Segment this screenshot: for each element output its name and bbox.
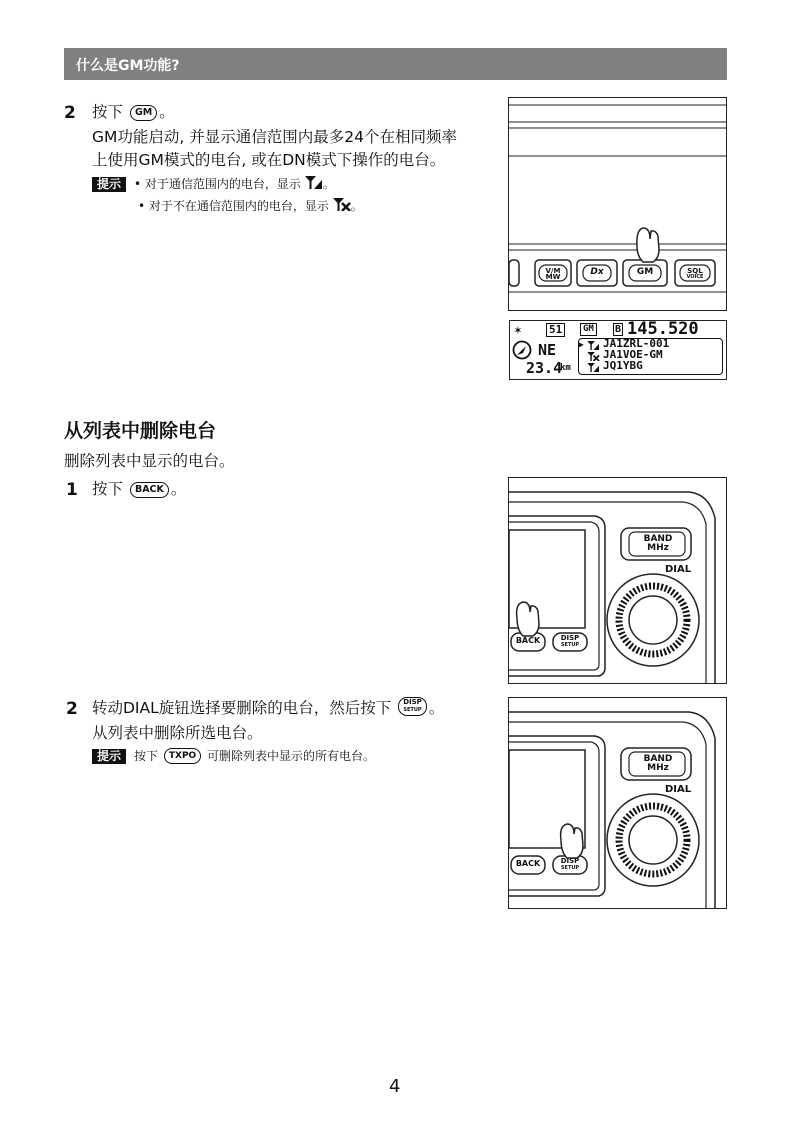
signal-meter: 51 — [546, 323, 565, 337]
station-2-out-of-range-icon — [587, 352, 600, 361]
delete-step2-period: 。 — [428, 699, 445, 717]
delete-step1-period: 。 — [170, 480, 187, 498]
delete-step2-result: 从列表中删除所选电台。 — [92, 724, 263, 742]
section-header-bar — [64, 48, 727, 80]
voice-label: VOICE — [686, 274, 704, 280]
radio-front-panel-illustration — [508, 97, 727, 311]
out-of-range-station-icon — [333, 198, 351, 211]
lcd-frequency: 145.520 — [627, 319, 699, 339]
disp-setup-button[interactable] — [555, 858, 585, 872]
band-label: BAND — [643, 534, 673, 544]
station-list-item: JA1VOE-GM — [603, 348, 663, 361]
gm-description-line2: 上使用GM模式的电台, 或在DN模式下操作的电台。 — [92, 151, 446, 169]
band-mhz-button[interactable] — [635, 535, 681, 553]
mw-label: MW — [545, 273, 561, 281]
gm-tip2-text: • 对于不在通信范围内的电台，显示 — [138, 199, 329, 213]
station-3-in-range-icon — [587, 363, 600, 372]
band-label: BAND — [643, 754, 673, 764]
txpo-key-icon: TXPO — [164, 748, 201, 764]
station-list-item: JA1ZRL-001 — [603, 337, 670, 350]
delete-step1-number: 1 — [66, 480, 78, 500]
lcd-distance: 23.4 — [526, 359, 563, 377]
sql-voice-button[interactable] — [681, 268, 709, 280]
dx-button[interactable]: Dx — [590, 267, 604, 277]
radio-dial-panel-illustration-disp — [508, 697, 727, 909]
delete-tip-press-label: 按下 — [134, 749, 159, 763]
setup-key-label: SETUP — [403, 707, 422, 713]
selection-cursor-icon: ▶ — [579, 340, 584, 349]
section-header-title: 什么是GM功能? — [76, 58, 180, 74]
disp-setup-key-icon — [398, 697, 427, 716]
gm-tip-badge: 提示 — [92, 177, 126, 192]
gm-tip-line1 — [92, 174, 335, 194]
delete-tip-line — [92, 746, 375, 766]
gm-tip1-text: • 对于通信范围内的电台，显示 — [134, 177, 301, 191]
delete-step1-instruction — [92, 478, 186, 501]
gm-step-instruction — [92, 101, 175, 124]
delete-step2-instruction — [92, 697, 444, 720]
station-1-in-range-icon — [587, 341, 600, 350]
delete-section-title: 从列表中删除电台 — [64, 420, 217, 442]
gm-step-number: 2 — [64, 103, 76, 123]
vm-label: V/M — [545, 267, 561, 275]
delete-step1-press-label: 按下 — [92, 480, 124, 498]
delete-tip-badge: 提示 — [92, 749, 126, 764]
disp-setup-button[interactable] — [555, 635, 585, 649]
disp-key-label: DISP — [403, 698, 422, 706]
setup-label: SETUP — [560, 865, 580, 871]
station-list-item: JQ1YBG — [603, 359, 643, 372]
band-indicator: B — [615, 324, 622, 335]
page-number: 4 — [389, 1076, 401, 1097]
setup-label: SETUP — [560, 642, 580, 648]
radio-dial-panel-illustration-back — [508, 477, 727, 684]
mhz-label: MHz — [647, 543, 669, 553]
gm-button[interactable]: GM — [636, 267, 654, 277]
gm-step-period: 。 — [159, 103, 175, 121]
delete-tip-text: 可删除列表中显示的所有电台。 — [207, 749, 376, 763]
band-mhz-button[interactable] — [635, 755, 681, 773]
lcd-display-illustration — [509, 320, 727, 380]
back-key-icon: BACK — [130, 482, 169, 498]
gm-description-line1: GM功能启动, 并显示通信范围内最多24个在相同频率 — [92, 128, 457, 146]
gm-step-press-label: 按下 — [92, 103, 124, 121]
lcd-direction: NE — [538, 341, 557, 359]
back-button[interactable]: BACK — [515, 859, 541, 868]
delete-step2-number: 2 — [66, 699, 78, 719]
running-person-icon: ✶ — [514, 323, 522, 338]
dial-panel-drawing — [509, 478, 726, 683]
gm-tip2-end: 。 — [350, 199, 363, 213]
dial-label: DIAL — [665, 784, 692, 795]
in-range-station-icon — [305, 176, 323, 189]
vm-mw-button[interactable] — [540, 268, 566, 280]
gm-tip-line2 — [138, 196, 363, 216]
gm-mode-indicator: GM — [580, 323, 597, 336]
lcd-distance-unit: km — [560, 363, 571, 373]
dial-panel-drawing — [509, 698, 726, 908]
delete-step2-text: 转动DIAL旋钮选择要删除的电台，然后按下 — [92, 699, 392, 717]
sql-label: SQL — [687, 267, 703, 275]
back-button[interactable]: BACK — [515, 636, 541, 645]
gm-key-icon: GM — [130, 105, 157, 121]
disp-label: DISP — [560, 857, 580, 865]
delete-section-intro: 删除列表中显示的电台。 — [64, 452, 235, 470]
compass-icon — [512, 340, 532, 360]
gm-tip1-end: 。 — [322, 177, 335, 191]
dial-label: DIAL — [665, 564, 692, 575]
mhz-label: MHz — [647, 763, 669, 773]
disp-label: DISP — [560, 634, 580, 642]
